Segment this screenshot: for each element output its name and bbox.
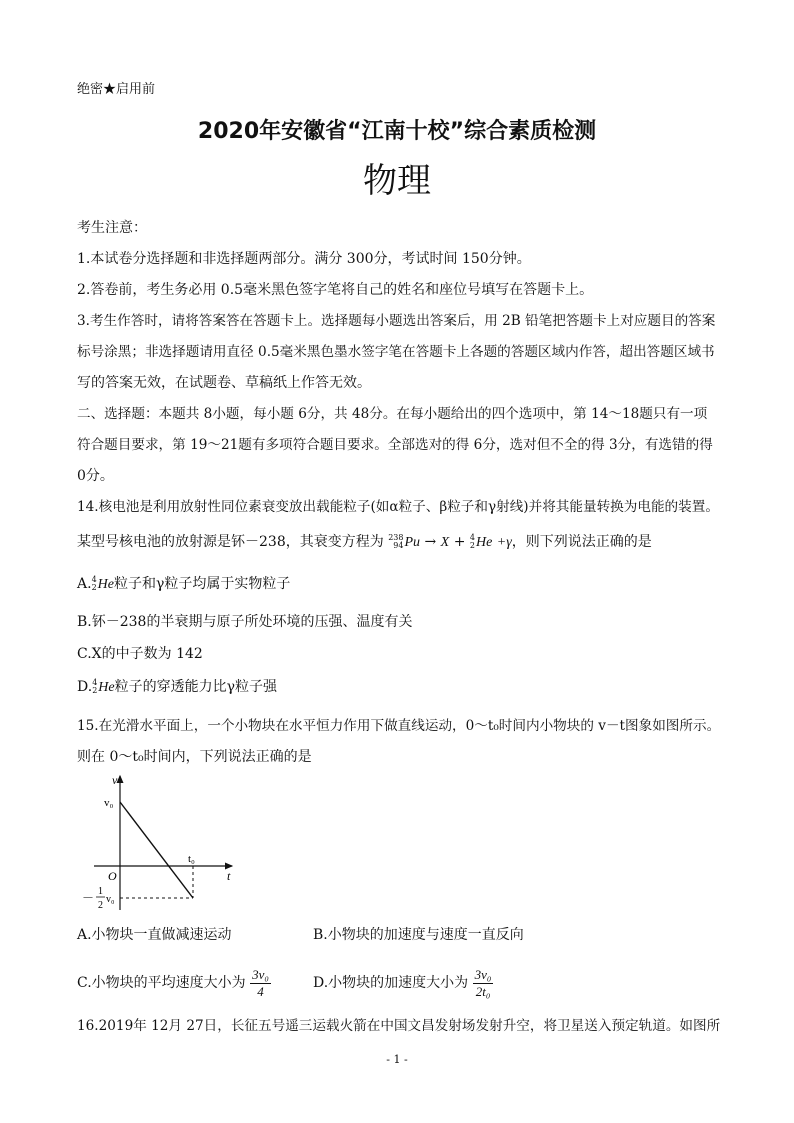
he-charge-number: 2 (469, 541, 475, 550)
section2-line-1: 二、选择题：本题共 8小题，每小题 6分，共 48分。在每小题给出的四个选项中，第 14～18题只有一项 (77, 406, 708, 422)
q14-option-a-prefix: A. (77, 576, 92, 592)
he-nuclide-d (92, 677, 114, 698)
pu-symbol: Pu (404, 535, 421, 550)
q14-option-d (77, 677, 277, 698)
q15-option-b: B.小物块的加速度与速度一直反向 (313, 927, 524, 943)
q15-option-c-fraction (250, 967, 271, 1000)
vt-line (120, 802, 193, 898)
q14-option-a (77, 574, 290, 595)
section2-line-2: 符合题目要求，第 19～21题有多项符合题目要求。全部选对的得 6分，选对但不全的得 3分，有选错的得 (77, 437, 713, 453)
q14-line-1: 14.核电池是利用放射性同位素衰变放出载能粒子(如α粒子、β粒子和γ射线)并将其能量转换为电能的装置。 (77, 499, 719, 515)
q15-option-d-numerator: 3v₀ (474, 966, 492, 982)
he-nuclide (470, 532, 492, 553)
he-symbol-d: He (98, 680, 115, 695)
q15-option-c-prefix: C.小物块的平均速度大小为 (77, 975, 246, 991)
q15-option-c-numerator: 3v₀ (252, 966, 269, 982)
q15-option-a: A.小物块一直做减速运动 (77, 927, 232, 943)
q14-option-d-prefix: D. (77, 679, 93, 695)
notice-heading: 考生注意： (77, 220, 147, 236)
notice-item-1: 1.本试卷分选择题和非选择题两部分。满分 300分，考试时间 150分钟。 (77, 251, 531, 267)
q15-option-d-denominator: 2t₀ (475, 983, 491, 999)
he-charge-number-d: 2 (92, 686, 98, 695)
t-axis-label: t (227, 869, 231, 883)
he-symbol-a: He (97, 577, 114, 592)
q16-line-1: 16.2019年 12月 27日，长征五号遥三运载火箭在中国文昌发射场发射升空，将卫星送入预定轨道。如图所 (77, 1018, 721, 1034)
he-mass-number-a: 4 (91, 575, 97, 584)
he-symbol: He (475, 535, 493, 550)
notice-item-3-line-1: 3.考生作答时，请将答案答在答题卡上。选择题每小题选出答案后，用 2B 铅笔把答题卡上对应题目的答案 (77, 313, 716, 329)
exam-title: 2020年安徽省“江南十校”综合素质检测 (197, 119, 597, 144)
he-mass-number-d: 4 (92, 678, 98, 687)
v-axis-label: v (112, 773, 118, 787)
half-numerator: 1 (98, 886, 103, 897)
q14-line-2 (77, 532, 652, 553)
pu-charge-number: 94 (393, 541, 404, 550)
q14-line-2-suffix: ，则下列说法正确的是 (511, 534, 652, 550)
v0-label: v₀ (104, 797, 114, 809)
page-number: - 1 - (386, 1053, 408, 1066)
notice-item-3-line-3: 写的答案无效，在试题卷、草稿纸上作答无效。 (77, 375, 371, 391)
pu-mass-number: 238 (388, 533, 404, 542)
q14-option-b: B.钚－238的半衰期与原子所处环境的压强、温度有关 (77, 614, 413, 630)
subject-title: 物理 (363, 161, 431, 201)
pu-nuclide (388, 532, 420, 553)
q15-line-1: 15.在光滑水平面上，一个小物块在水平恒力作用下做直线运动，0～t₀时间内小物块的 v－t图象如图所示。 (77, 718, 721, 734)
neg-v0-label: v₀ (106, 894, 115, 905)
q14-option-d-text: 粒子的穿透能力比γ粒子强 (114, 679, 277, 695)
he-mass-number: 4 (469, 533, 475, 542)
q14-option-c: C.X的中子数为 142 (77, 646, 203, 662)
neg-sign-label: － (82, 891, 95, 905)
section2-line-3: 0分。 (77, 468, 114, 484)
q15-option-d-fraction (473, 967, 494, 1000)
secret-label: 绝密★启用前 (77, 82, 156, 97)
q14-line-2-prefix: 某型号核电池的放射源是钚－238，其衰变方程为 (77, 534, 384, 550)
q15-option-d (313, 966, 493, 1000)
he-nuclide-a (92, 574, 114, 595)
q14-option-a-text: 粒子和γ粒子均属于实物粒子 (113, 576, 291, 592)
origin-label: O (108, 869, 117, 883)
vt-graph (72, 770, 247, 915)
he-charge-number-a: 2 (91, 583, 97, 592)
q15-option-d-prefix: D.小物块的加速度大小为 (313, 975, 469, 991)
x-symbol: X (440, 535, 450, 550)
decay-arrow: → (424, 534, 437, 550)
half-denominator: 2 (98, 900, 103, 911)
t0-label: t₀ (188, 853, 195, 865)
gamma-term: +γ (496, 535, 512, 550)
q15-option-c (77, 966, 271, 1000)
plus-sign: + (453, 534, 466, 550)
q15-option-c-denominator: 4 (257, 983, 264, 999)
notice-item-3-line-2: 标号涂黑；非选择题请用直径 0.5毫米黑色墨水签字笔在答题卡上各题的答题区域内作答，超出答题区域书 (77, 344, 715, 360)
q15-line-2: 则在 0～t₀时间内，下列说法正确的是 (77, 749, 312, 765)
notice-item-2: 2.答卷前，考生务必用 0.5毫米黑色签字笔将自己的姓名和座位号填写在答题卡上。 (77, 282, 594, 298)
